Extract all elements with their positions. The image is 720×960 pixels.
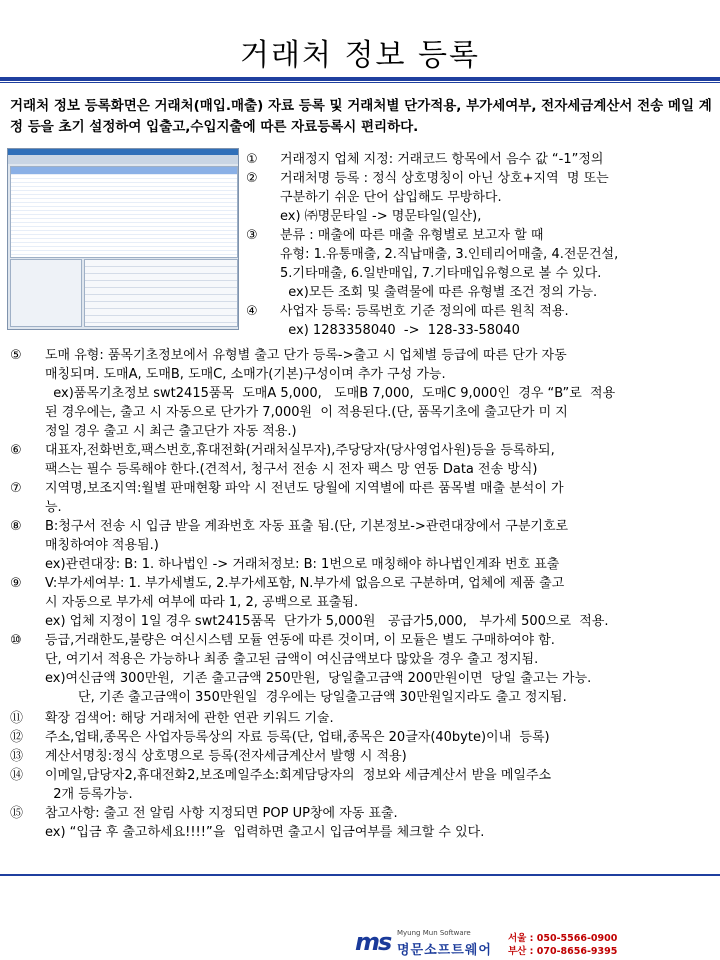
item-text-line: ex) “입금 후 출고하세요!!!!”을 입력하면 출고시 입금여부를 체크할 수 있다. (45, 825, 485, 840)
thumbnail-grid (10, 166, 238, 258)
item-number: ⑭ (10, 768, 24, 783)
item-text-line: ex)모든 조회 및 출력물에 따른 유형별 조건 정의 가능. (280, 285, 598, 300)
item-text-line: 능. (45, 500, 62, 515)
item-number: ⑨ (10, 576, 22, 591)
item-number: ⑪ (10, 711, 24, 726)
item-text-line: 사업자 등록: 등록번호 기준 정의에 따른 원칙 적용. (280, 304, 569, 319)
thumbnail-toolbar (8, 155, 238, 164)
company-name-en: Myung Mun Software (397, 929, 471, 937)
item-text-line: 분류 : 매출에 따른 매출 유형별로 보고자 할 때 (280, 228, 544, 243)
thumbnail-list-panel (10, 259, 82, 327)
phone-seoul: 서울 : 050-5566-0900 (508, 933, 618, 944)
item-text-line: 된 경우에는, 출고 시 자동으로 단가가 7,000원 이 적용된다.(단, 품목기초에 출고단가 미 지 (45, 405, 568, 420)
item-number: ⑬ (10, 749, 24, 764)
page-title: 거래처 정보 등록 (240, 38, 480, 73)
item-number: ③ (246, 228, 258, 243)
screen-thumbnail (7, 148, 239, 330)
item-text-line: 매칭하여야 적용됨.) (45, 538, 159, 553)
item-text-line: ex) 1283358040 -> 128-33-58040 (280, 323, 520, 338)
thumbnail-form-panel (84, 259, 238, 327)
item-number: ④ (246, 304, 258, 319)
item-text-line: ex) 업체 지정이 1일 경우 swt2415품목 단가가 5,000원 공급가5,000, 부가세 500으로 적용. (45, 614, 609, 629)
item-text-line: 도매 유형: 품목기초정보에서 유형별 출고 단가 등록->출고 시 업체별 등급에 따른 단가 자동 (45, 348, 567, 363)
item-number: ⑦ (10, 481, 22, 496)
item-text-line: 2개 등록가능. (45, 787, 133, 802)
item-text-line: B:청구서 전송 시 입금 받을 계좌번호 자동 표출 됨.(단, 기본정보->관련대장에서 구분기호로 (45, 519, 569, 534)
item-number: ⑧ (10, 519, 22, 534)
item-text-line: 거래처명 등록 : 정식 상호명칭이 아닌 상호+지역 명 또는 (280, 171, 609, 186)
item-text-line: 시 자동으로 부가세 여부에 따라 1, 2, 공백으로 표출됨. (45, 595, 359, 610)
company-name-kr: 명문소프트웨어 (397, 943, 492, 958)
item-text-line: 구분하기 쉬운 단어 삽입해도 무방하다. (280, 190, 502, 205)
title-divider (0, 77, 720, 81)
item-text-line: ex)여신금액 300만원, 기존 출고금액 250만원, 당일출고금액 200만원이면 당일 출고는 가능. (45, 671, 592, 686)
item-text-line: 대표자,전화번호,팩스번호,휴대전화(거래처실무자),주당당자(당사영업사원)등을 등록하되, (45, 443, 555, 458)
item-text-line: 유형: 1.유통매출, 2.직납매출, 3.인테리어매출, 4.전문건설, (280, 247, 619, 262)
item-text-line: ex)품목기초정보 swt2415품목 도매A 5,000, 도매B 7,000, 도매C 9,000인 경우 “B”로 적용 (45, 386, 616, 401)
item-number: ⑮ (10, 806, 24, 821)
item-text-line: 등급,거래한도,불량은 여신시스템 모듈 연동에 따른 것이며, 이 모듈은 별도 구매하여야 함. (45, 633, 555, 648)
item-number: ⑩ (10, 633, 22, 648)
item-number: ⑤ (10, 348, 22, 363)
item-text-line: ex) ㈜명문타일 -> 명문타일(일산), (280, 209, 482, 224)
intro-paragraph: 거래처 정보 등록화면은 거래처(매입.매출) 자료 등록 및 거래처별 단가적용, 부가세여부, 전자세금계산서 전송 메일 계정 등을 초기 설정하여 입출고,수입지출에 따른 자료등록시 편리하다. (10, 98, 712, 135)
title-divider-thin (0, 82, 720, 83)
item-text-line: 거래정지 업체 지정: 거래코드 항목에서 음수 값 “-1”정의 (280, 152, 604, 167)
item-text-line: 지역명,보조지역:월별 판매현황 파악 시 전년도 당월에 지역별에 따른 품목별 매출 분석이 가 (45, 481, 564, 496)
item-number: ① (246, 152, 258, 167)
item-text-line: 단, 여기서 적용은 가능하나 최종 출고된 금액이 여신금액보다 많았을 경우 출고 정지됨. (45, 652, 539, 667)
item-number: ⑫ (10, 730, 24, 745)
item-text-line: 팩스는 필수 등록해야 한다.(견적서, 청구서 전송 시 전자 팩스 망 연동 Data 전송 방식) (45, 462, 538, 477)
item-text-line: 계산서명칭:정식 상호명으로 등록(전자세금계산서 발행 시 적용) (45, 749, 407, 764)
company-logo-mark: ms (355, 928, 391, 956)
item-text-line: 5.기타매출, 6.일반매입, 7.기타매입유형으로 볼 수 있다. (280, 266, 602, 281)
item-text-line: 참고사항: 출고 전 알림 사항 지정되면 POP UP창에 자동 표출. (45, 806, 398, 821)
item-number: ⑥ (10, 443, 22, 458)
item-text-line: 확장 검색어: 해당 거래처에 관한 연관 키워드 기술. (45, 711, 334, 726)
item-text-line: ex)관련대장: B: 1. 하나법인 -> 거래처정보: B: 1번으로 매칭해야 하나법인계좌 번호 표출 (45, 557, 560, 572)
item-text-line: V:부가세여부: 1. 부가세별도, 2.부가세포함, N.부가세 없음으로 구분하며, 업체에 제품 출고 (45, 576, 565, 591)
item-text-line: 이메일,담당자2,휴대전화2,보조메일주소:회계담당자의 정보와 세금계산서 받을 메일주소 (45, 768, 552, 783)
item-text-line: 주소,업태,종목은 사업자등록상의 자료 등록(단, 업태,종목은 20글자(40byte)이내 등록) (45, 730, 550, 745)
footer-divider (0, 874, 720, 876)
item-text-line: 정일 경우 출고 시 최근 출고단가 자동 적용.) (45, 424, 297, 439)
phone-busan: 부산 : 070-8656-9395 (508, 946, 618, 957)
item-text-line: 단, 기존 출고금액이 350만원일 경우에는 당일출고금액 30만원일지라도 출고 정지됨. (45, 690, 567, 705)
item-text-line: 매칭되며. 도매A, 도매B, 도매C, 소매가(기본)구성이며 추가 구성 가능. (45, 367, 446, 382)
item-number: ② (246, 171, 258, 186)
